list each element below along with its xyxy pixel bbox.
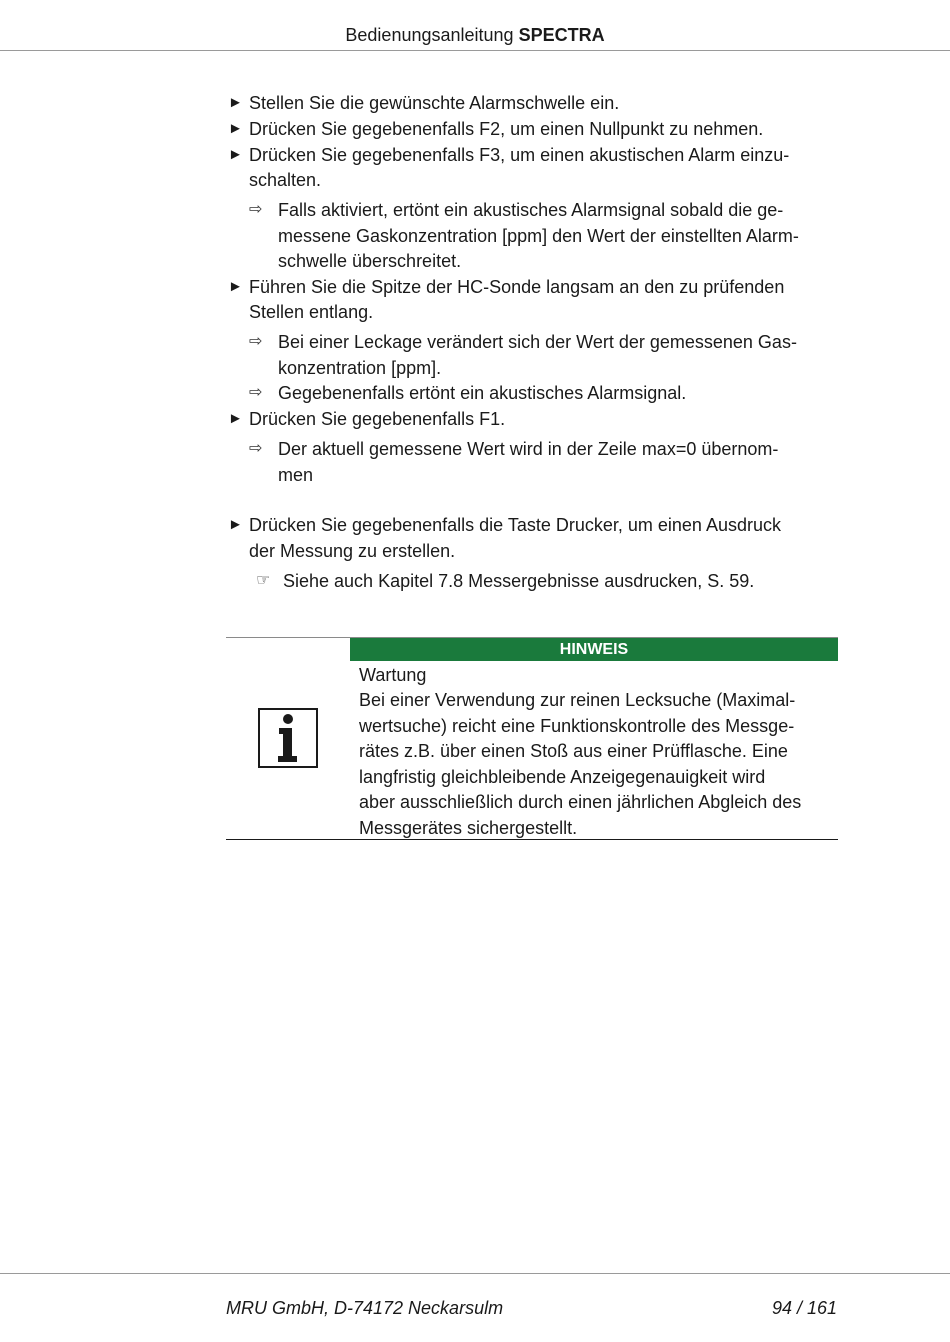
result-text: Bei einer Leckage verändert sich der Wert der gemessenen Gas- xyxy=(278,332,797,352)
result-arrow-icon: ⇨ xyxy=(249,333,263,350)
footer-company: MRU GmbH, D-74172 Neckarsulm xyxy=(226,1298,504,1318)
step-bullet-icon: ► xyxy=(228,516,243,533)
result-arrow-icon: ⇨ xyxy=(249,384,263,401)
page-header xyxy=(0,22,950,48)
result-text: messene Gaskonzentration [ppm] den Wert der einstellten Alarm- xyxy=(278,226,799,246)
step-bullet-icon: ► xyxy=(228,410,243,427)
step-text: Drücken Sie gegebenenfalls F2, um einen Nullpunkt zu nehmen. xyxy=(249,119,764,139)
footer-page-number: 94 / 161 xyxy=(771,1298,837,1318)
header-rule xyxy=(0,50,950,51)
notice-bottom-rule xyxy=(226,839,838,840)
result-text: men xyxy=(278,465,314,485)
result-text: konzentration [ppm]. xyxy=(278,358,442,378)
header-title-product: SPECTRA xyxy=(518,25,605,45)
notice-text: aber ausschließlich durch einen jährlichen Abgleich des xyxy=(359,792,802,812)
step-text: Stellen Sie die gewünschte Alarmschwelle ein. xyxy=(249,93,620,113)
pointing-hand-icon: ☞ xyxy=(256,572,271,589)
notice-heading: Wartung xyxy=(359,665,427,685)
step-text: Drücken Sie gegebenenfalls F3, um einen akustischen Alarm einzu- xyxy=(249,145,790,165)
result-text: Der aktuell gemessene Wert wird in der Zeile max=0 übernom- xyxy=(278,439,779,459)
result-arrow-icon: ⇨ xyxy=(249,201,263,218)
notice-text: wertsuche) reicht eine Funktionskontrolle des Messge- xyxy=(359,716,795,736)
notice-banner: HINWEIS xyxy=(350,638,838,661)
step-bullet-icon: ► xyxy=(228,120,243,137)
step-text: Drücken Sie gegebenenfalls F1. xyxy=(249,409,506,429)
step-bullet-icon: ► xyxy=(228,94,243,111)
result-text: schwelle überschreitet. xyxy=(278,251,462,271)
notice-text: langfristig gleichbleibende Anzeigegenauigkeit wird xyxy=(359,767,766,787)
step-text: Führen Sie die Spitze der HC-Sonde langsam an den zu prüfenden xyxy=(249,277,785,297)
footer-rule xyxy=(0,1273,950,1274)
step-text: Drücken Sie gegebenenfalls die Taste Drucker, um einen Ausdruck xyxy=(249,515,781,535)
reference-link[interactable]: Siehe auch Kapitel 7.8 Messergebnisse ausdrucken, S. 59. xyxy=(283,571,755,591)
step-bullet-icon: ► xyxy=(228,146,243,163)
notice-text: rätes z.B. über einen Stoß aus einer Prüfflasche. Eine xyxy=(359,741,788,761)
result-text: Falls aktiviert, ertönt ein akustisches Alarmsignal sobald die ge- xyxy=(278,200,784,220)
step-text: der Messung zu erstellen. xyxy=(249,541,456,561)
info-icon xyxy=(258,708,318,768)
result-arrow-icon: ⇨ xyxy=(249,440,263,457)
header-title-prefix: Bedienungsanleitung xyxy=(345,25,519,45)
step-text: Stellen entlang. xyxy=(249,302,374,322)
step-text: schalten. xyxy=(249,170,322,190)
notice-text: Messgerätes sichergestellt. xyxy=(359,818,578,838)
notice-text: Bei einer Verwendung zur reinen Lecksuche (Maximal- xyxy=(359,690,796,710)
result-text: Gegebenenfalls ertönt ein akustisches Alarmsignal. xyxy=(278,383,687,403)
step-bullet-icon: ► xyxy=(228,278,243,295)
